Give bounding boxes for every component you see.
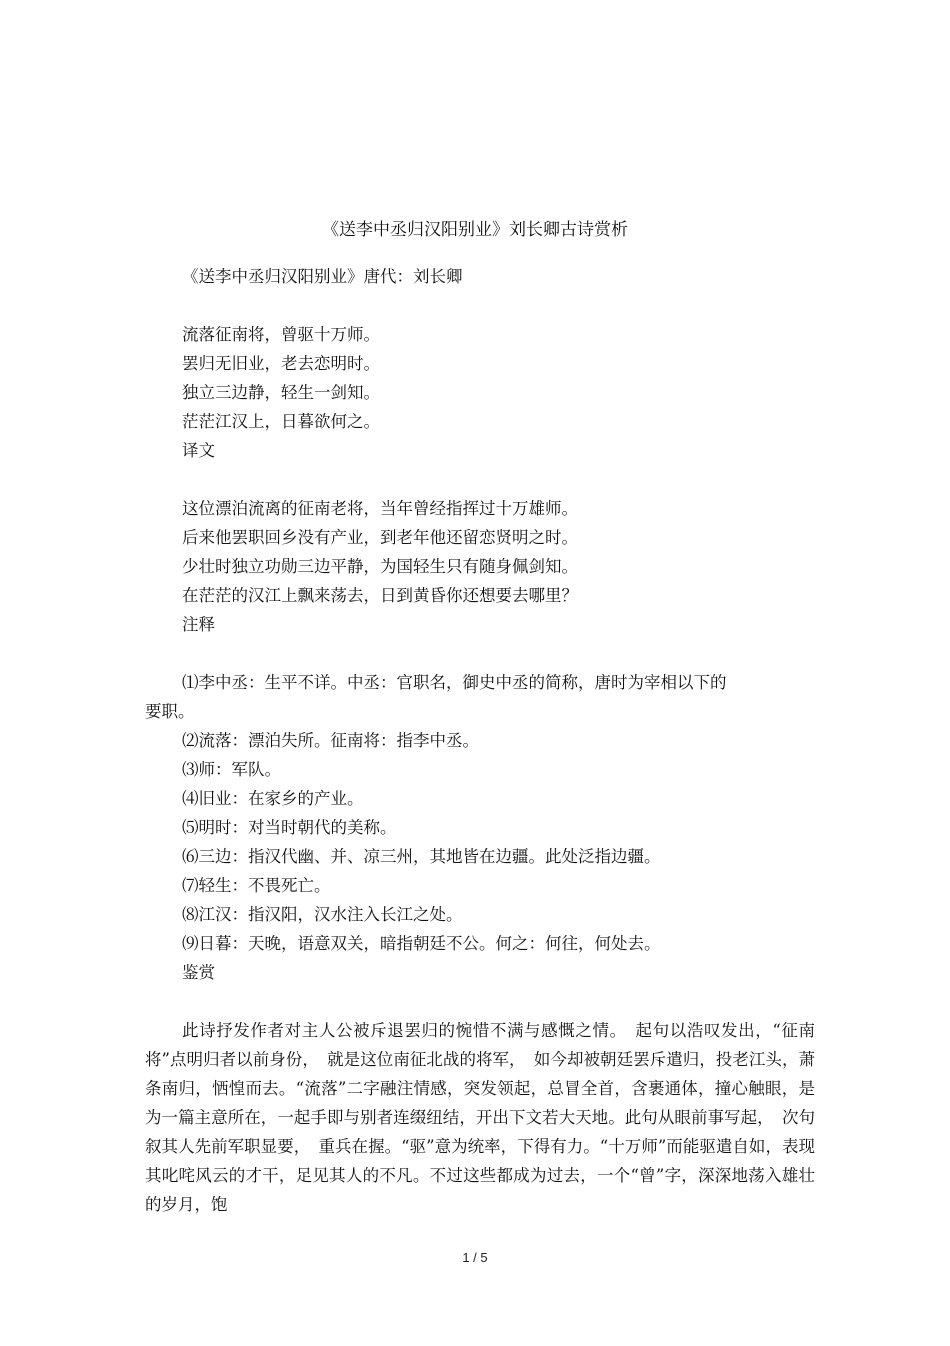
note-item: ⑼日暮：天晚，语意双关，暗指朝廷不公。何之：何往，何处去。	[182, 934, 661, 953]
appreciation-paragraph: 此诗抒发作者对主人公被斥退罢归的惋惜不满与感慨之情。 起句以浩叹发出，“征南将”点明归者以前身份， 就是这位南征北战的将军， 如今却被朝廷罢斥遣归，投老江头，萧条南归，恓惶而去。“流落”二字融注情感，突发领起，总冒全首，含裹通体，撞心触眼，是为一篇主意所在，一起手即与别者连缀纽结，开出下文若大天地。此句从眼前事写起， 次句叙其人先前军职显要， 重兵在握。“驱”意为统率，下得有力。“十万师”而能驱遣自如，表现其叱咤风云的才干，足见其人的不凡。不过这些都成为过去，一个“曾”字，深深地荡入雄壮的岁月，饱	[145, 1021, 815, 1214]
document-body	[145, 262, 815, 1219]
note-item: ⑺轻生：不畏死亡。	[182, 876, 331, 895]
note-item: ⑵流落：漂泊失所。征南将：指李中丞。	[182, 731, 479, 750]
spacer	[145, 987, 815, 1016]
note-item: ⑸明时：对当时朝代的美称。	[182, 818, 397, 837]
translation-line: 在茫茫的汉江上飘来荡去，日到黄昏你还想要去哪里？	[182, 586, 578, 605]
note-item: ⑶师：军队。	[182, 760, 281, 779]
note-item: ⑷旧业：在家乡的产业。	[182, 789, 364, 808]
note-item: ⑴李中丞：生平不详。中丞：官职名，御史中丞的简称，唐时为宰相以下的	[182, 673, 727, 692]
page-indicator: 1 / 5	[462, 1250, 488, 1265]
note-item: ⑻江汉：指汉阳，汉水注入长江之处。	[182, 905, 463, 924]
source-line: 《送李中丞归汉阳别业》唐代：刘长卿	[182, 267, 463, 286]
poem-line: 流落征南将，曾驱十万师。	[182, 325, 380, 344]
note-item: ⑹三边：指汉代幽、并、凉三州，其地皆在边疆。此处泛指边疆。	[182, 847, 661, 866]
notes-heading: 注释	[182, 615, 215, 634]
translation-line: 这位漂泊流离的征南老将，当年曾经指挥过十万雄师。	[182, 499, 578, 518]
poem-line: 茫茫江汉上，日暮欲何之。	[182, 412, 380, 431]
translation-line: 后来他罢职回乡没有产业，到老年他还留恋贤明之时。	[182, 528, 578, 547]
translation-line: 少壮时独立功勋三边平静，为国轻生只有随身佩剑知。	[182, 557, 578, 576]
document-title: 《送李中丞归汉阳别业》刘长卿古诗赏析	[322, 220, 628, 240]
appreciation-heading: 鉴赏	[182, 963, 215, 982]
poem-line: 罢归无旧业，老去恋明时。	[182, 354, 380, 373]
translation-heading: 译文	[182, 441, 215, 460]
poem-line: 独立三边静，轻生一剑知。	[182, 383, 380, 402]
spacer	[145, 291, 815, 320]
spacer	[145, 465, 815, 494]
spacer	[145, 639, 815, 668]
note-item-continuation: 要职。	[145, 702, 195, 721]
